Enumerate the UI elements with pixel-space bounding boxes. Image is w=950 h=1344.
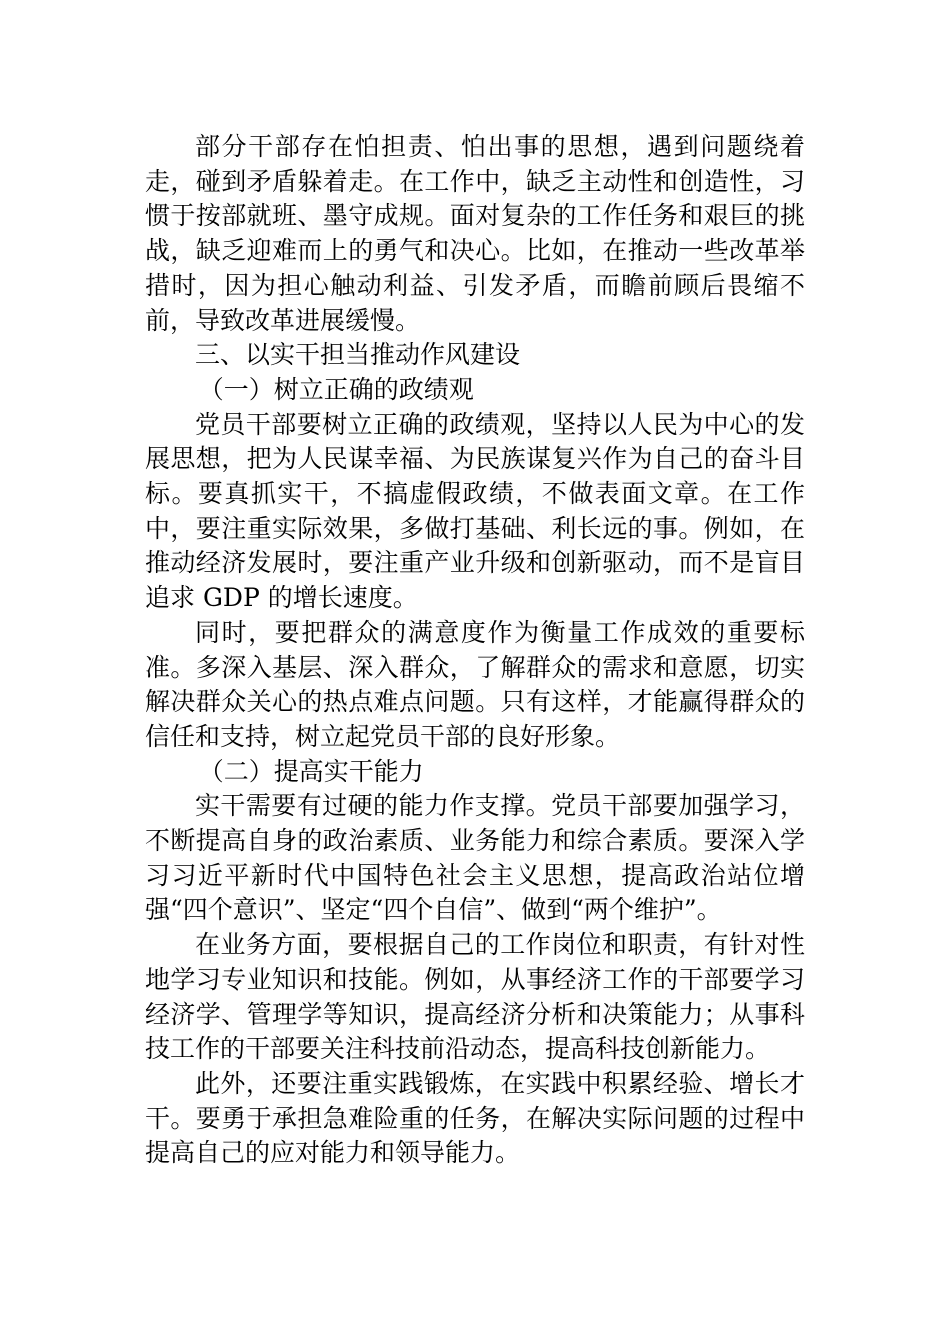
body-paragraph: 实干需要有过硬的能力作支撑。党员干部要加强学习，不断提高自身的政治素质、业务能力和综合素质。要深入学习习近平新时代中国特色社会主义思想，提高政治站位增强“四个意识”、坚定“四个自信”、做到“两个维护”。: [145, 791, 805, 925]
body-paragraph: 同时，要把群众的满意度作为衡量工作成效的重要标准。多深入基层、深入群众，了解群众的需求和意愿，切实解决群众关心的热点难点问题。只有这样，才能赢得群众的信任和支持，树立起党员干部的良好形象。: [145, 617, 805, 751]
document-body: [145, 130, 805, 1171]
subsection-heading: （二）提高实干能力: [198, 756, 424, 786]
body-paragraph: 部分干部存在怕担责、怕出事的思想，遇到问题绕着走，碰到矛盾躲着走。在工作中，缺乏主动性和创造性，习惯于按部就班、墨守成规。面对复杂的工作任务和艰巨的挑战，缺乏迎难而上的勇气和决心。比如，在推动一些改革举措时，因为担心触动利益、引发矛盾，而瞻前顾后畏缩不前，导致改革进展缓慢。: [145, 132, 805, 335]
body-paragraph: 此外，还要注重实践锻炼，在实践中积累经验、增长才干。要勇于承担急难险重的任务，在解决实际问题的过程中提高自己的应对能力和领导能力。: [145, 1068, 805, 1168]
body-paragraph: 在业务方面，要根据自己的工作岗位和职责，有针对性地学习专业知识和技能。例如，从事经济工作的干部要学习经济学、管理学等知识，提高经济分析和决策能力；从事科技工作的干部要关注科技前沿动态，提高科技创新能力。: [145, 930, 805, 1064]
subsection-heading: （一）树立正确的政绩观: [198, 374, 474, 404]
section-heading: 三、以实干担当推动作风建设: [195, 340, 521, 370]
body-paragraph: 党员干部要树立正确的政绩观，坚持以人民为中心的发展思想，把为人民谋幸福、为民族谋复兴作为自己的奋斗目标。要真抓实干，不搞虚假政绩，不做表面文章。在工作中，要注重实际效果，多做打基础、利长远的事。例如，在推动经济发展时，要注重产业升级和创新驱动，而不是盲目追求 GDP 的增长速度。: [145, 409, 805, 613]
